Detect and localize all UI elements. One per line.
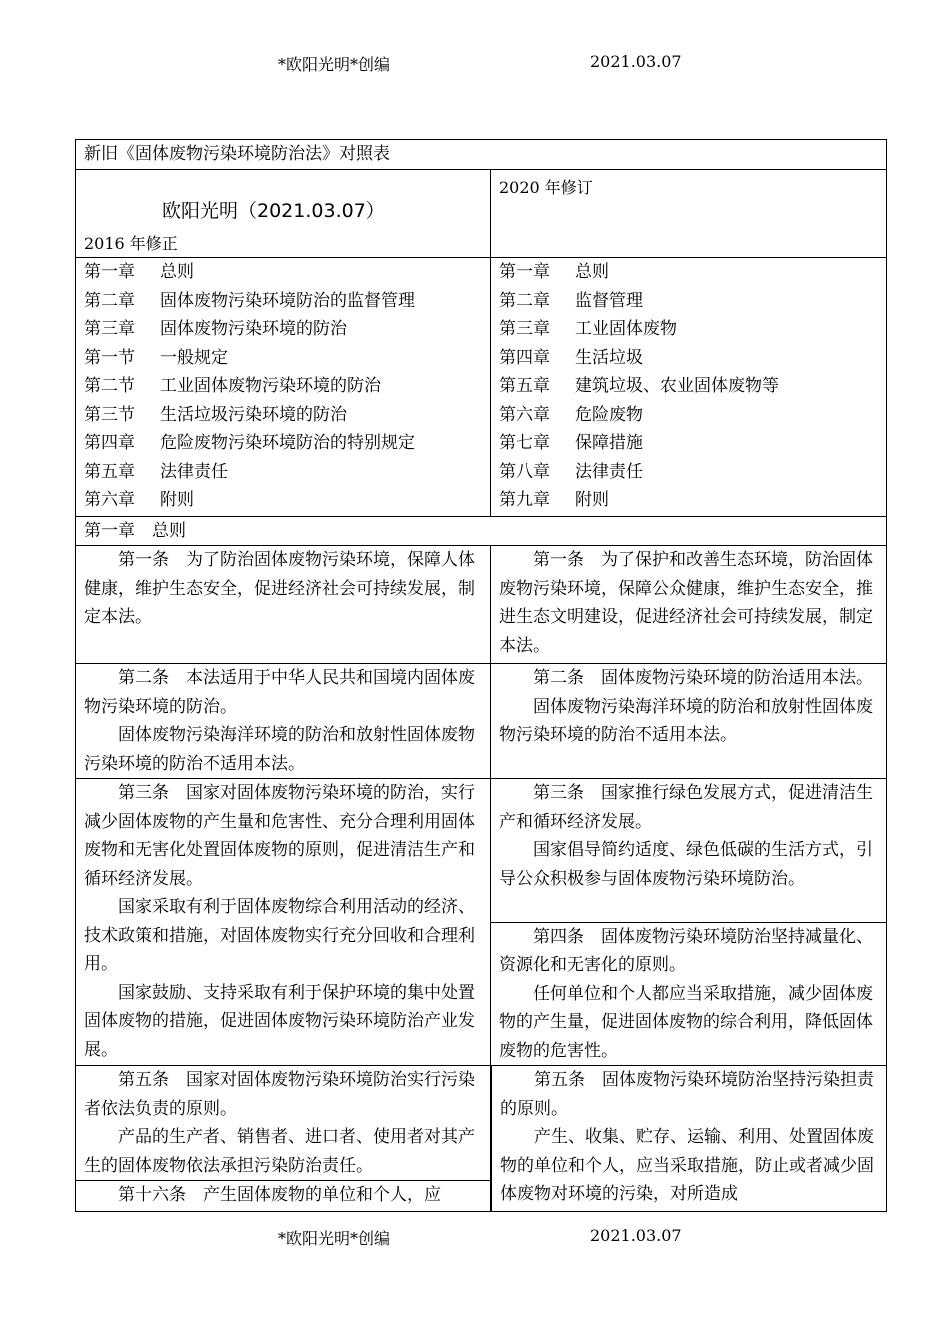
toc-right-item-number: 第四章 [499, 347, 550, 368]
toc-left-item [84, 287, 482, 316]
article-5-right-p1: 第五条 固体废物污染环境防治坚持污染担责的原则。 [500, 1070, 874, 1119]
toc-left-item [84, 429, 482, 458]
article-3-left-p1: 第三条 国家对固体废物污染环境的防治，实行减少固体废物的产生量和危害性、充分合理利用固体废物和无害化处置固体废物的原则，促进清洁生产和循环经济发展。 [84, 783, 475, 889]
article-4-right-p1: 第四条 固体废物污染环境防治坚持减量化、资源化和无害化的原则。 [499, 926, 873, 975]
article-2-left-p1: 第二条 本法适用于中华人民共和国境内固体废物污染环境的防治。 [84, 668, 475, 717]
toc-right-item-number: 第八章 [499, 461, 550, 482]
footer-date: 2021.03.07 [590, 1226, 682, 1245]
toc-left-item-title: 固体废物污染环境的防治 [160, 319, 347, 339]
toc-left-item [84, 401, 482, 430]
chapter-heading: 第一章 总则 [84, 521, 186, 541]
toc-right-item-title: 总则 [575, 262, 609, 282]
footer-author: *欧阳光明*创编 [278, 1229, 391, 1248]
toc-right-item-title: 工业固体废物 [575, 319, 677, 339]
article-2-row [76, 663, 886, 778]
toc-right-item-title: 附则 [575, 490, 609, 510]
article-1-right: 第一条 为了保护和改善生态环境，防治固体废物污染环境，保障公众健康，维护生态安全，推进生态文明建设，促进经济社会可持续发展，制定本法。 [499, 550, 873, 656]
toc-right-item-title: 保障措施 [575, 433, 643, 453]
toc-right-item-number: 第一章 [499, 262, 550, 282]
toc-right-item-title: 生活垃圾 [575, 347, 643, 368]
toc-left-item-number: 第三节 [84, 404, 135, 425]
toc-left-item [84, 372, 482, 401]
toc-left-item-title: 工业固体废物污染环境的防治 [160, 376, 381, 396]
toc-left-item [84, 344, 482, 373]
table-title: 新旧《固体废物污染环境防治法》对照表 [84, 144, 390, 164]
toc-left-item-number: 第二章 [84, 290, 135, 311]
toc-left-item-number: 第一节 [84, 347, 135, 368]
article-16-left: 第十六条 产生固体废物的单位和个人，应 [118, 1185, 441, 1206]
toc-right-item-number: 第三章 [499, 319, 550, 339]
toc-left-item-title: 法律责任 [160, 461, 228, 482]
toc-left-item-number: 第一章 [84, 262, 135, 282]
toc-left-item-number: 第六章 [84, 490, 135, 510]
toc-left-item-title: 一般规定 [160, 347, 228, 368]
toc-left-item-number: 第二节 [84, 376, 135, 396]
toc-right-item-number: 第九章 [499, 490, 550, 510]
toc-left-item [84, 458, 482, 487]
author-heading: 欧阳光明（2021.03.07） [162, 200, 385, 222]
toc-right-item [499, 458, 878, 487]
toc-right-item-title: 法律责任 [575, 461, 643, 482]
toc-row [76, 257, 886, 516]
article-5-right-p2: 产生、收集、贮存、运输、利用、处置固体废物的单位和个人，应当采取措施，防止或者减少固体废物对环境的污染，对所造成 [500, 1127, 874, 1204]
toc-left-item-number: 第四章 [84, 433, 135, 453]
right-version: 2020 年修订 [499, 178, 593, 197]
toc-right-item [499, 287, 878, 316]
article-5-left-p2: 产品的生产者、销售者、进口者、使用者对其产生的固体废物依法承担污染防治责任。 [84, 1127, 475, 1176]
toc-right-item-number: 第五章 [499, 376, 550, 396]
header-date: 2021.03.07 [590, 52, 682, 71]
article-3-left-p3: 国家鼓励、支持采取有利于保护环境的集中处置固体废物的措施，促进固体废物污染环境防治产业发展。 [84, 982, 475, 1060]
toc-right-item [499, 486, 878, 515]
toc-right-item-title: 危险废物 [575, 404, 643, 425]
article-3-right-p1: 第三条 国家推行绿色发展方式，促进清洁生产和循环经济发展。 [499, 783, 873, 832]
toc-right-item-title: 建筑垃圾、农业固体废物等 [575, 376, 779, 396]
toc-left-item-title: 危险废物污染环境防治的特别规定 [160, 433, 415, 453]
table-head-row [76, 169, 886, 257]
article-4-right-p2: 任何单位和个人都应当采取措施，减少固体废物的产生量，促进固体废物的综合利用，降低固体废物的危害性。 [499, 983, 873, 1061]
article-2-right-p1: 第二条 固体废物污染环境的防治适用本法。 [533, 668, 873, 688]
chapter-row [76, 516, 886, 545]
toc-left [76, 258, 491, 516]
toc-right-item [499, 344, 878, 373]
page-header [0, 52, 950, 76]
toc-left-item-title: 生活垃圾污染环境的防治 [160, 404, 347, 425]
toc-left-item [84, 486, 482, 515]
header-author: *欧阳光明*创编 [278, 55, 391, 74]
toc-left-item-title: 总则 [160, 262, 194, 282]
right-head [491, 170, 886, 257]
left-head [76, 170, 491, 257]
toc-left-item-title: 固体废物污染环境防治的监督管理 [160, 290, 415, 311]
toc-right [491, 258, 886, 516]
toc-left-item [84, 258, 482, 287]
toc-right-item-number: 第七章 [499, 433, 550, 453]
toc-left-item-number: 第五章 [84, 461, 135, 482]
article-3-left-p2: 国家采取有利于固体废物综合利用活动的经济、技术政策和措施，对固体废物实行充分回收和合理利用。 [84, 897, 475, 974]
toc-right-item [499, 258, 878, 287]
toc-right-item-number: 第六章 [499, 404, 550, 425]
article-2-left-p2: 固体废物污染海洋环境的防治和放射性固体废物污染环境的防治不适用本法。 [84, 725, 475, 774]
article-3-row [76, 778, 886, 1065]
left-version: 2016 年修正 [84, 234, 178, 253]
table-title-row [76, 140, 886, 169]
article-5-row [76, 1065, 886, 1211]
toc-left-item-number: 第三章 [84, 319, 135, 339]
comparison-table [75, 139, 887, 1212]
toc-right-item [499, 372, 878, 401]
toc-right-item-title: 监督管理 [575, 290, 643, 311]
toc-right-item-number: 第二章 [499, 290, 550, 311]
toc-right-item [499, 401, 878, 430]
toc-right-item [499, 315, 878, 344]
article-1-row [76, 545, 886, 663]
page-footer [0, 1226, 950, 1250]
article-5-left-p1: 第五条 国家对固体废物污染环境防治实行污染者依法负责的原则。 [84, 1070, 475, 1119]
toc-right-item [499, 429, 878, 458]
toc-left-item [84, 315, 482, 344]
article-3-right-p2: 国家倡导简约适度、绿色低碳的生活方式，引导公众积极参与固体废物污染环境防治。 [499, 840, 873, 889]
article-1-left: 第一条 为了防治固体废物污染环境，保障人体健康，维护生态安全，促进经济社会可持续发展，制定本法。 [84, 550, 475, 627]
toc-left-item-title: 附则 [160, 490, 194, 510]
article-2-right-p2: 固体废物污染海洋环境的防治和放射性固体废物污染环境的防治不适用本法。 [499, 696, 873, 745]
